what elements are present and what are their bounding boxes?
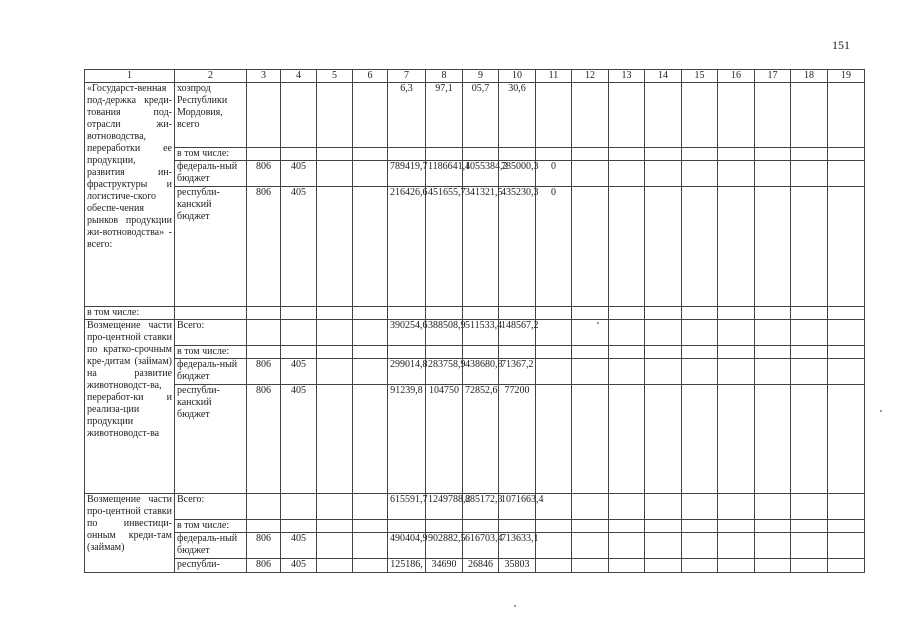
- empty-cell: [572, 320, 609, 346]
- empty-cell: [609, 320, 645, 346]
- empty-cell: [755, 320, 791, 346]
- empty-cell: [317, 346, 353, 359]
- empty-cell: [791, 559, 828, 573]
- empty-cell: [755, 161, 791, 187]
- code-cell: 405: [281, 161, 317, 187]
- empty-cell: [718, 307, 755, 320]
- empty-cell: [353, 187, 388, 307]
- empty-cell: [645, 359, 682, 385]
- value-cell: 72852,6: [463, 385, 499, 494]
- empty-cell: [536, 307, 572, 320]
- including-cell: в том числе:: [175, 148, 247, 161]
- empty-cell: [791, 148, 828, 161]
- empty-cell: [682, 359, 718, 385]
- program-name-cell: Возмещение части про-центной ставки по инвестици-онным креди-там (займам): [85, 494, 175, 573]
- empty-cell: [353, 385, 388, 494]
- table-row: [85, 307, 865, 320]
- empty-cell: [609, 559, 645, 573]
- code-cell: 806: [247, 385, 281, 494]
- empty-cell: [791, 494, 828, 520]
- empty-cell: [388, 520, 426, 533]
- empty-cell: [572, 187, 609, 307]
- code-cell: 806: [247, 187, 281, 307]
- empty-cell: [281, 494, 317, 520]
- column-number: 2: [175, 70, 247, 83]
- empty-cell: [609, 187, 645, 307]
- empty-cell: [755, 83, 791, 148]
- column-number: 11: [536, 70, 572, 83]
- empty-cell: [317, 559, 353, 573]
- empty-cell: [175, 307, 247, 320]
- empty-cell: [645, 559, 682, 573]
- empty-cell: [828, 161, 865, 187]
- value-cell: 438680,8: [463, 359, 499, 385]
- empty-cell: [536, 346, 572, 359]
- empty-cell: [645, 187, 682, 307]
- empty-cell: [572, 307, 609, 320]
- including-cell: в том числе:: [175, 346, 247, 359]
- empty-cell: [828, 533, 865, 559]
- empty-cell: [682, 83, 718, 148]
- empty-cell: [718, 385, 755, 494]
- code-cell: 405: [281, 359, 317, 385]
- empty-cell: [718, 520, 755, 533]
- empty-cell: [791, 346, 828, 359]
- scan-speck: [880, 410, 882, 412]
- table-row: [85, 559, 865, 573]
- program-name-cell: Возмещение части про-центной ставки по кратко-срочным кре-дитам (займам) на развитие животноводст-ва, переработ-ки и реализа-ции продукции животноводст-ва: [85, 320, 175, 494]
- value-cell: 05,7: [463, 83, 499, 148]
- including-cell: в том числе:: [175, 520, 247, 533]
- empty-cell: [281, 148, 317, 161]
- table-row: [85, 359, 865, 385]
- value-cell: 299014,8: [388, 359, 426, 385]
- empty-cell: [536, 559, 572, 573]
- value-cell: 1249788,2: [426, 494, 463, 520]
- empty-cell: [791, 520, 828, 533]
- empty-cell: [609, 346, 645, 359]
- table-row: [85, 494, 865, 520]
- empty-cell: [609, 83, 645, 148]
- code-cell: 806: [247, 161, 281, 187]
- empty-cell: [609, 359, 645, 385]
- empty-cell: [645, 385, 682, 494]
- value-cell: 0: [536, 161, 572, 187]
- empty-cell: [536, 320, 572, 346]
- empty-cell: [718, 187, 755, 307]
- column-number: 15: [682, 70, 718, 83]
- source-cell: федераль-ный бюджет: [175, 161, 247, 187]
- empty-cell: [317, 494, 353, 520]
- empty-cell: [718, 346, 755, 359]
- empty-cell: [791, 187, 828, 307]
- empty-cell: [536, 83, 572, 148]
- empty-cell: [388, 346, 426, 359]
- program-name-cell: «Государст-венная под-держка креди-тования под-отрасли жи-вотноводства, переработки ее продукции, развития ин-фраструктуры и логистиче-ского обеспе-чения рынков продукции жи-вотноводства» - всего:: [85, 83, 175, 307]
- empty-cell: [247, 307, 281, 320]
- value-cell: 1071663,4: [499, 494, 536, 520]
- empty-cell: [388, 307, 426, 320]
- value-cell: 616703,4: [463, 533, 499, 559]
- empty-cell: [755, 520, 791, 533]
- empty-cell: [426, 148, 463, 161]
- empty-cell: [499, 520, 536, 533]
- table-row: [85, 161, 865, 187]
- empty-cell: [353, 83, 388, 148]
- empty-cell: [247, 83, 281, 148]
- empty-cell: [718, 494, 755, 520]
- source-cell: республи-канский бюджет: [175, 385, 247, 494]
- empty-cell: [828, 83, 865, 148]
- empty-cell: [682, 320, 718, 346]
- empty-cell: [791, 385, 828, 494]
- empty-cell: [317, 187, 353, 307]
- source-cell: республи-канский бюджет: [175, 187, 247, 307]
- empty-cell: [353, 559, 388, 573]
- empty-cell: [609, 533, 645, 559]
- table-row: [85, 346, 865, 359]
- empty-cell: [645, 320, 682, 346]
- table-row: [85, 320, 865, 346]
- including-cell: в том числе:: [85, 307, 175, 320]
- empty-cell: [317, 359, 353, 385]
- value-cell: 71367,2: [499, 359, 536, 385]
- empty-cell: [281, 320, 317, 346]
- empty-cell: [572, 148, 609, 161]
- empty-cell: [718, 161, 755, 187]
- code-cell: 806: [247, 359, 281, 385]
- budget-table: [84, 69, 865, 573]
- empty-cell: [536, 520, 572, 533]
- empty-cell: [828, 346, 865, 359]
- code-cell: 405: [281, 559, 317, 573]
- empty-cell: [463, 307, 499, 320]
- empty-cell: [791, 359, 828, 385]
- column-number: 19: [828, 70, 865, 83]
- value-cell: 216426,6: [388, 187, 426, 307]
- empty-cell: [609, 161, 645, 187]
- empty-cell: [463, 148, 499, 161]
- table-row: [85, 187, 865, 307]
- empty-cell: [718, 533, 755, 559]
- empty-cell: [353, 307, 388, 320]
- empty-cell: [247, 148, 281, 161]
- value-cell: 451655,7: [426, 187, 463, 307]
- empty-cell: [572, 533, 609, 559]
- empty-cell: [353, 494, 388, 520]
- empty-cell: [791, 83, 828, 148]
- empty-cell: [755, 494, 791, 520]
- value-cell: 148567,2: [499, 320, 536, 346]
- column-number: 10: [499, 70, 536, 83]
- empty-cell: [281, 346, 317, 359]
- empty-cell: [828, 520, 865, 533]
- source-cell: федераль-ный бюджет: [175, 533, 247, 559]
- value-cell: 77200: [499, 385, 536, 494]
- empty-cell: [353, 359, 388, 385]
- column-number: 4: [281, 70, 317, 83]
- column-number: 14: [645, 70, 682, 83]
- empty-cell: [317, 161, 353, 187]
- value-cell: 125186,: [388, 559, 426, 573]
- empty-cell: [353, 161, 388, 187]
- value-cell: 26846: [463, 559, 499, 573]
- empty-cell: [828, 559, 865, 573]
- column-number: 9: [463, 70, 499, 83]
- value-cell: 34690: [426, 559, 463, 573]
- empty-cell: [645, 161, 682, 187]
- scan-speck: [514, 605, 516, 607]
- value-cell: 435230,3: [499, 187, 536, 307]
- empty-cell: [828, 494, 865, 520]
- empty-cell: [317, 148, 353, 161]
- empty-cell: [755, 346, 791, 359]
- empty-cell: [572, 494, 609, 520]
- code-cell: 405: [281, 533, 317, 559]
- column-number: 6: [353, 70, 388, 83]
- empty-cell: [317, 307, 353, 320]
- value-cell: 902882,5: [426, 533, 463, 559]
- empty-cell: [682, 307, 718, 320]
- empty-cell: [682, 533, 718, 559]
- column-number: 18: [791, 70, 828, 83]
- empty-cell: [536, 359, 572, 385]
- empty-cell: [388, 148, 426, 161]
- empty-cell: [572, 346, 609, 359]
- column-number: 3: [247, 70, 281, 83]
- value-cell: 6,3: [388, 83, 426, 148]
- empty-cell: [609, 385, 645, 494]
- table-row: [85, 148, 865, 161]
- empty-cell: [718, 83, 755, 148]
- value-cell: 789419,7: [388, 161, 426, 187]
- value-cell: 388508,9: [426, 320, 463, 346]
- empty-cell: [426, 346, 463, 359]
- value-cell: 1055384,2: [463, 161, 499, 187]
- empty-cell: [682, 346, 718, 359]
- code-cell: 405: [281, 385, 317, 494]
- empty-cell: [353, 346, 388, 359]
- empty-cell: [572, 520, 609, 533]
- empty-cell: [572, 359, 609, 385]
- value-cell: 713633,1: [499, 533, 536, 559]
- empty-cell: [682, 520, 718, 533]
- empty-cell: [828, 320, 865, 346]
- empty-cell: [718, 559, 755, 573]
- column-number: 5: [317, 70, 353, 83]
- source-cell: республи-: [175, 559, 247, 573]
- value-cell: 390254,6: [388, 320, 426, 346]
- empty-cell: [247, 320, 281, 346]
- column-number: 17: [755, 70, 791, 83]
- empty-cell: [828, 307, 865, 320]
- empty-cell: [682, 494, 718, 520]
- empty-cell: [828, 359, 865, 385]
- empty-cell: [317, 320, 353, 346]
- value-cell: 91239,8: [388, 385, 426, 494]
- empty-cell: [463, 520, 499, 533]
- empty-cell: [281, 520, 317, 533]
- value-cell: 885172,3: [463, 494, 499, 520]
- empty-cell: [755, 533, 791, 559]
- empty-cell: [718, 359, 755, 385]
- page-number: 151: [832, 38, 850, 52]
- empty-cell: [572, 83, 609, 148]
- value-cell: 785000,3: [499, 161, 536, 187]
- value-cell: 341321,5: [463, 187, 499, 307]
- source-cell: Всего:: [175, 320, 247, 346]
- empty-cell: [609, 307, 645, 320]
- empty-cell: [281, 307, 317, 320]
- empty-cell: [247, 520, 281, 533]
- empty-cell: [609, 494, 645, 520]
- table-row: [85, 83, 865, 148]
- empty-cell: [682, 187, 718, 307]
- empty-cell: [536, 385, 572, 494]
- empty-cell: [682, 559, 718, 573]
- empty-cell: [353, 148, 388, 161]
- value-cell: 283758,9: [426, 359, 463, 385]
- column-number-row: [85, 70, 865, 83]
- empty-cell: [281, 83, 317, 148]
- empty-cell: [499, 346, 536, 359]
- value-cell: 30,6: [499, 83, 536, 148]
- scan-speck: [597, 322, 599, 324]
- code-cell: 405: [281, 187, 317, 307]
- empty-cell: [682, 385, 718, 494]
- empty-cell: [718, 148, 755, 161]
- code-cell: 806: [247, 559, 281, 573]
- empty-cell: [645, 346, 682, 359]
- empty-cell: [791, 161, 828, 187]
- column-number: 1: [85, 70, 175, 83]
- empty-cell: [645, 307, 682, 320]
- column-number: 7: [388, 70, 426, 83]
- empty-cell: [791, 320, 828, 346]
- empty-cell: [317, 385, 353, 494]
- value-cell: 0: [536, 187, 572, 307]
- column-number: 16: [718, 70, 755, 83]
- empty-cell: [755, 559, 791, 573]
- source-cell: федераль-ный бюджет: [175, 359, 247, 385]
- value-cell: 511533,4: [463, 320, 499, 346]
- column-number: 8: [426, 70, 463, 83]
- code-cell: 806: [247, 533, 281, 559]
- empty-cell: [682, 148, 718, 161]
- empty-cell: [353, 533, 388, 559]
- value-cell: 35803: [499, 559, 536, 573]
- value-cell: 97,1: [426, 83, 463, 148]
- value-cell: 1186641,4: [426, 161, 463, 187]
- empty-cell: [572, 385, 609, 494]
- empty-cell: [791, 307, 828, 320]
- empty-cell: [645, 83, 682, 148]
- empty-cell: [828, 187, 865, 307]
- empty-cell: [353, 520, 388, 533]
- column-number: 12: [572, 70, 609, 83]
- table-row: [85, 385, 865, 494]
- value-cell: 490404,9: [388, 533, 426, 559]
- empty-cell: [682, 161, 718, 187]
- column-number: 13: [609, 70, 645, 83]
- empty-cell: [426, 307, 463, 320]
- empty-cell: [609, 520, 645, 533]
- empty-cell: [791, 533, 828, 559]
- empty-cell: [755, 359, 791, 385]
- empty-cell: [755, 148, 791, 161]
- empty-cell: [572, 161, 609, 187]
- empty-cell: [645, 533, 682, 559]
- empty-cell: [247, 494, 281, 520]
- empty-cell: [536, 148, 572, 161]
- empty-cell: [755, 385, 791, 494]
- source-cell: Всего:: [175, 494, 247, 520]
- empty-cell: [718, 320, 755, 346]
- empty-cell: [317, 533, 353, 559]
- empty-cell: [317, 520, 353, 533]
- empty-cell: [609, 148, 645, 161]
- empty-cell: [645, 520, 682, 533]
- empty-cell: [755, 187, 791, 307]
- empty-cell: [572, 559, 609, 573]
- empty-cell: [828, 385, 865, 494]
- empty-cell: [499, 148, 536, 161]
- table-row: [85, 520, 865, 533]
- empty-cell: [353, 320, 388, 346]
- value-cell: 615591,7: [388, 494, 426, 520]
- empty-cell: [645, 494, 682, 520]
- value-cell: 104750: [426, 385, 463, 494]
- empty-cell: [536, 533, 572, 559]
- empty-cell: [463, 346, 499, 359]
- source-cell: хозпрод Республики Мордовия, всего: [175, 83, 247, 148]
- empty-cell: [247, 346, 281, 359]
- empty-cell: [828, 148, 865, 161]
- empty-cell: [426, 520, 463, 533]
- empty-cell: [645, 148, 682, 161]
- table-row: [85, 533, 865, 559]
- empty-cell: [317, 83, 353, 148]
- empty-cell: [499, 307, 536, 320]
- empty-cell: [755, 307, 791, 320]
